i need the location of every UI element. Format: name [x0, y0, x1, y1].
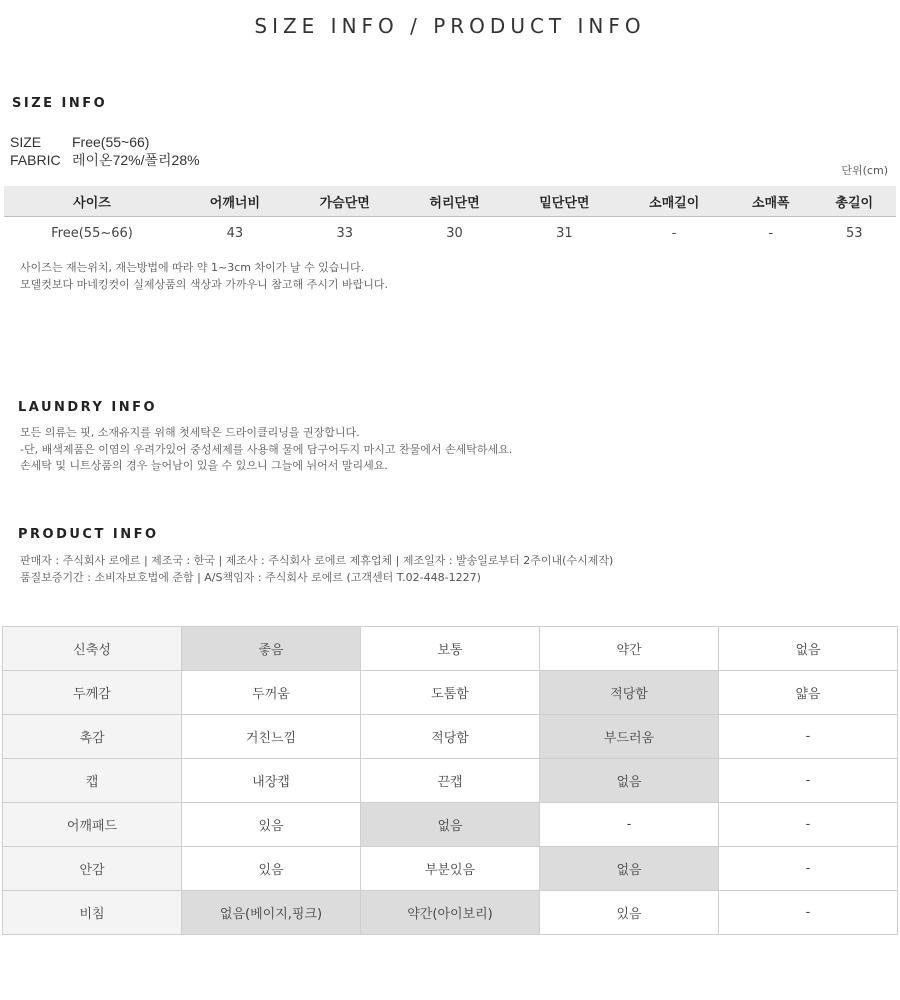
property-option: - — [719, 759, 898, 803]
size-col-header: 허리단면 — [400, 186, 510, 217]
size-notes — [20, 260, 388, 293]
property-label: 두께감 — [3, 671, 182, 715]
property-option: 거친느낌 — [182, 715, 361, 759]
property-row — [3, 803, 898, 847]
property-option: 부분있음 — [361, 847, 540, 891]
property-option: 끈캡 — [361, 759, 540, 803]
property-option: 좋음 — [182, 627, 361, 671]
size-cell: - — [671, 225, 677, 241]
page-title: SIZE INFO / PRODUCT INFO — [254, 14, 646, 38]
fabric-row — [10, 150, 200, 170]
property-option: 있음 — [182, 803, 361, 847]
property-option: 없음 — [719, 627, 898, 671]
size-row — [10, 134, 149, 150]
laundry-line: 손세탁 및 니트상품의 경우 늘어남이 있을 수 있으니 그늘에 뉘어서 말리세요. — [20, 459, 388, 472]
size-info-heading: SIZE INFO — [12, 96, 108, 111]
table-row — [4, 217, 896, 250]
property-row — [3, 671, 898, 715]
property-option: - — [719, 715, 898, 759]
property-label: 캡 — [3, 759, 182, 803]
property-option: 있음 — [540, 891, 719, 935]
property-option: 보통 — [361, 627, 540, 671]
product-line: 품질보증기간 : 소비자보호법에 준함 | A/S책임자 : 주식회사 로에르 (고객센터 T.02-448-1227) — [20, 570, 481, 584]
property-label: 신축성 — [3, 627, 182, 671]
property-option: 약간 — [540, 627, 719, 671]
property-row — [3, 715, 898, 759]
fabric-property-table — [2, 626, 898, 935]
property-label: 촉감 — [3, 715, 182, 759]
size-table — [4, 186, 896, 249]
laundry-line: 모든 의류는 핏, 소재유지를 위해 첫세탁은 드라이클리닝을 권장합니다. — [20, 426, 360, 439]
size-col-header: 어깨너비 — [180, 186, 290, 217]
product-info-heading: PRODUCT INFO — [18, 527, 159, 542]
size-label: SIZE — [10, 134, 42, 150]
property-option: 없음 — [361, 803, 540, 847]
property-label: 비침 — [3, 891, 182, 935]
unit-label: 단위(cm) — [841, 164, 888, 177]
property-row — [3, 627, 898, 671]
property-option: - — [540, 803, 719, 847]
size-col-header: 밑단단면 — [509, 186, 619, 217]
property-option: 있음 — [182, 847, 361, 891]
size-cell: 31 — [556, 225, 573, 241]
property-option: - — [719, 803, 898, 847]
property-option: 도톰함 — [361, 671, 540, 715]
property-option: 내장캡 — [182, 759, 361, 803]
property-row — [3, 759, 898, 803]
size-note: 모델컷보다 마네킹컷이 실제상품의 색상과 가까우니 참고해 주시기 바랍니다. — [20, 277, 389, 291]
size-cell: 53 — [845, 225, 863, 241]
size-cell: 43 — [226, 225, 244, 241]
property-option: 없음 — [540, 847, 719, 891]
size-cell: Free(55~66) — [51, 225, 133, 241]
property-option: 두꺼움 — [182, 671, 361, 715]
property-label: 어깨패드 — [3, 803, 182, 847]
property-option: 부드러움 — [540, 715, 719, 759]
fabric-value: 레이온72%/폴리28% — [72, 152, 200, 168]
property-option: 적당함 — [540, 671, 719, 715]
product-notes — [20, 553, 613, 586]
laundry-info-heading: LAUNDRY INFO — [18, 400, 158, 415]
property-row — [3, 891, 898, 935]
laundry-line: -단, 배색제품은 이염의 우려가있어 중성세제를 사용해 물에 담구어두지 마시고 찬물에서 손세탁하세요. — [20, 442, 513, 456]
size-col-header: 총길이 — [813, 186, 897, 217]
size-cell: 33 — [336, 225, 353, 241]
size-cell: - — [768, 225, 774, 241]
property-option: 약간(아이보리) — [361, 891, 540, 935]
size-col-header: 가슴단면 — [290, 186, 400, 217]
laundry-notes — [20, 425, 512, 475]
size-col-header: 소매폭 — [729, 186, 812, 217]
property-option: 얇음 — [719, 671, 898, 715]
property-option: - — [719, 891, 898, 935]
property-option: 없음(베이지,핑크) — [182, 891, 361, 935]
property-option: 적당함 — [361, 715, 540, 759]
size-value: Free(55~66) — [72, 134, 150, 150]
property-option: - — [719, 847, 898, 891]
property-option: 없음 — [540, 759, 719, 803]
size-note: 사이즈는 재는위치, 재는방법에 따라 약 1~3cm 차이가 날 수 있습니다. — [20, 261, 365, 274]
product-line: 판매자 : 주식회사 로에르 | 제조국 : 한국 | 제조사 : 주식회사 로에르 제휴업체 | 제조일자 : 발송일로부터 2주이내(수시제작) — [20, 554, 614, 567]
property-label: 안감 — [3, 847, 182, 891]
size-col-header: 소매길이 — [619, 186, 729, 217]
property-row — [3, 847, 898, 891]
size-cell: 30 — [446, 225, 463, 241]
fabric-label: FABRIC — [10, 152, 61, 168]
size-col-header: 사이즈 — [4, 186, 180, 217]
